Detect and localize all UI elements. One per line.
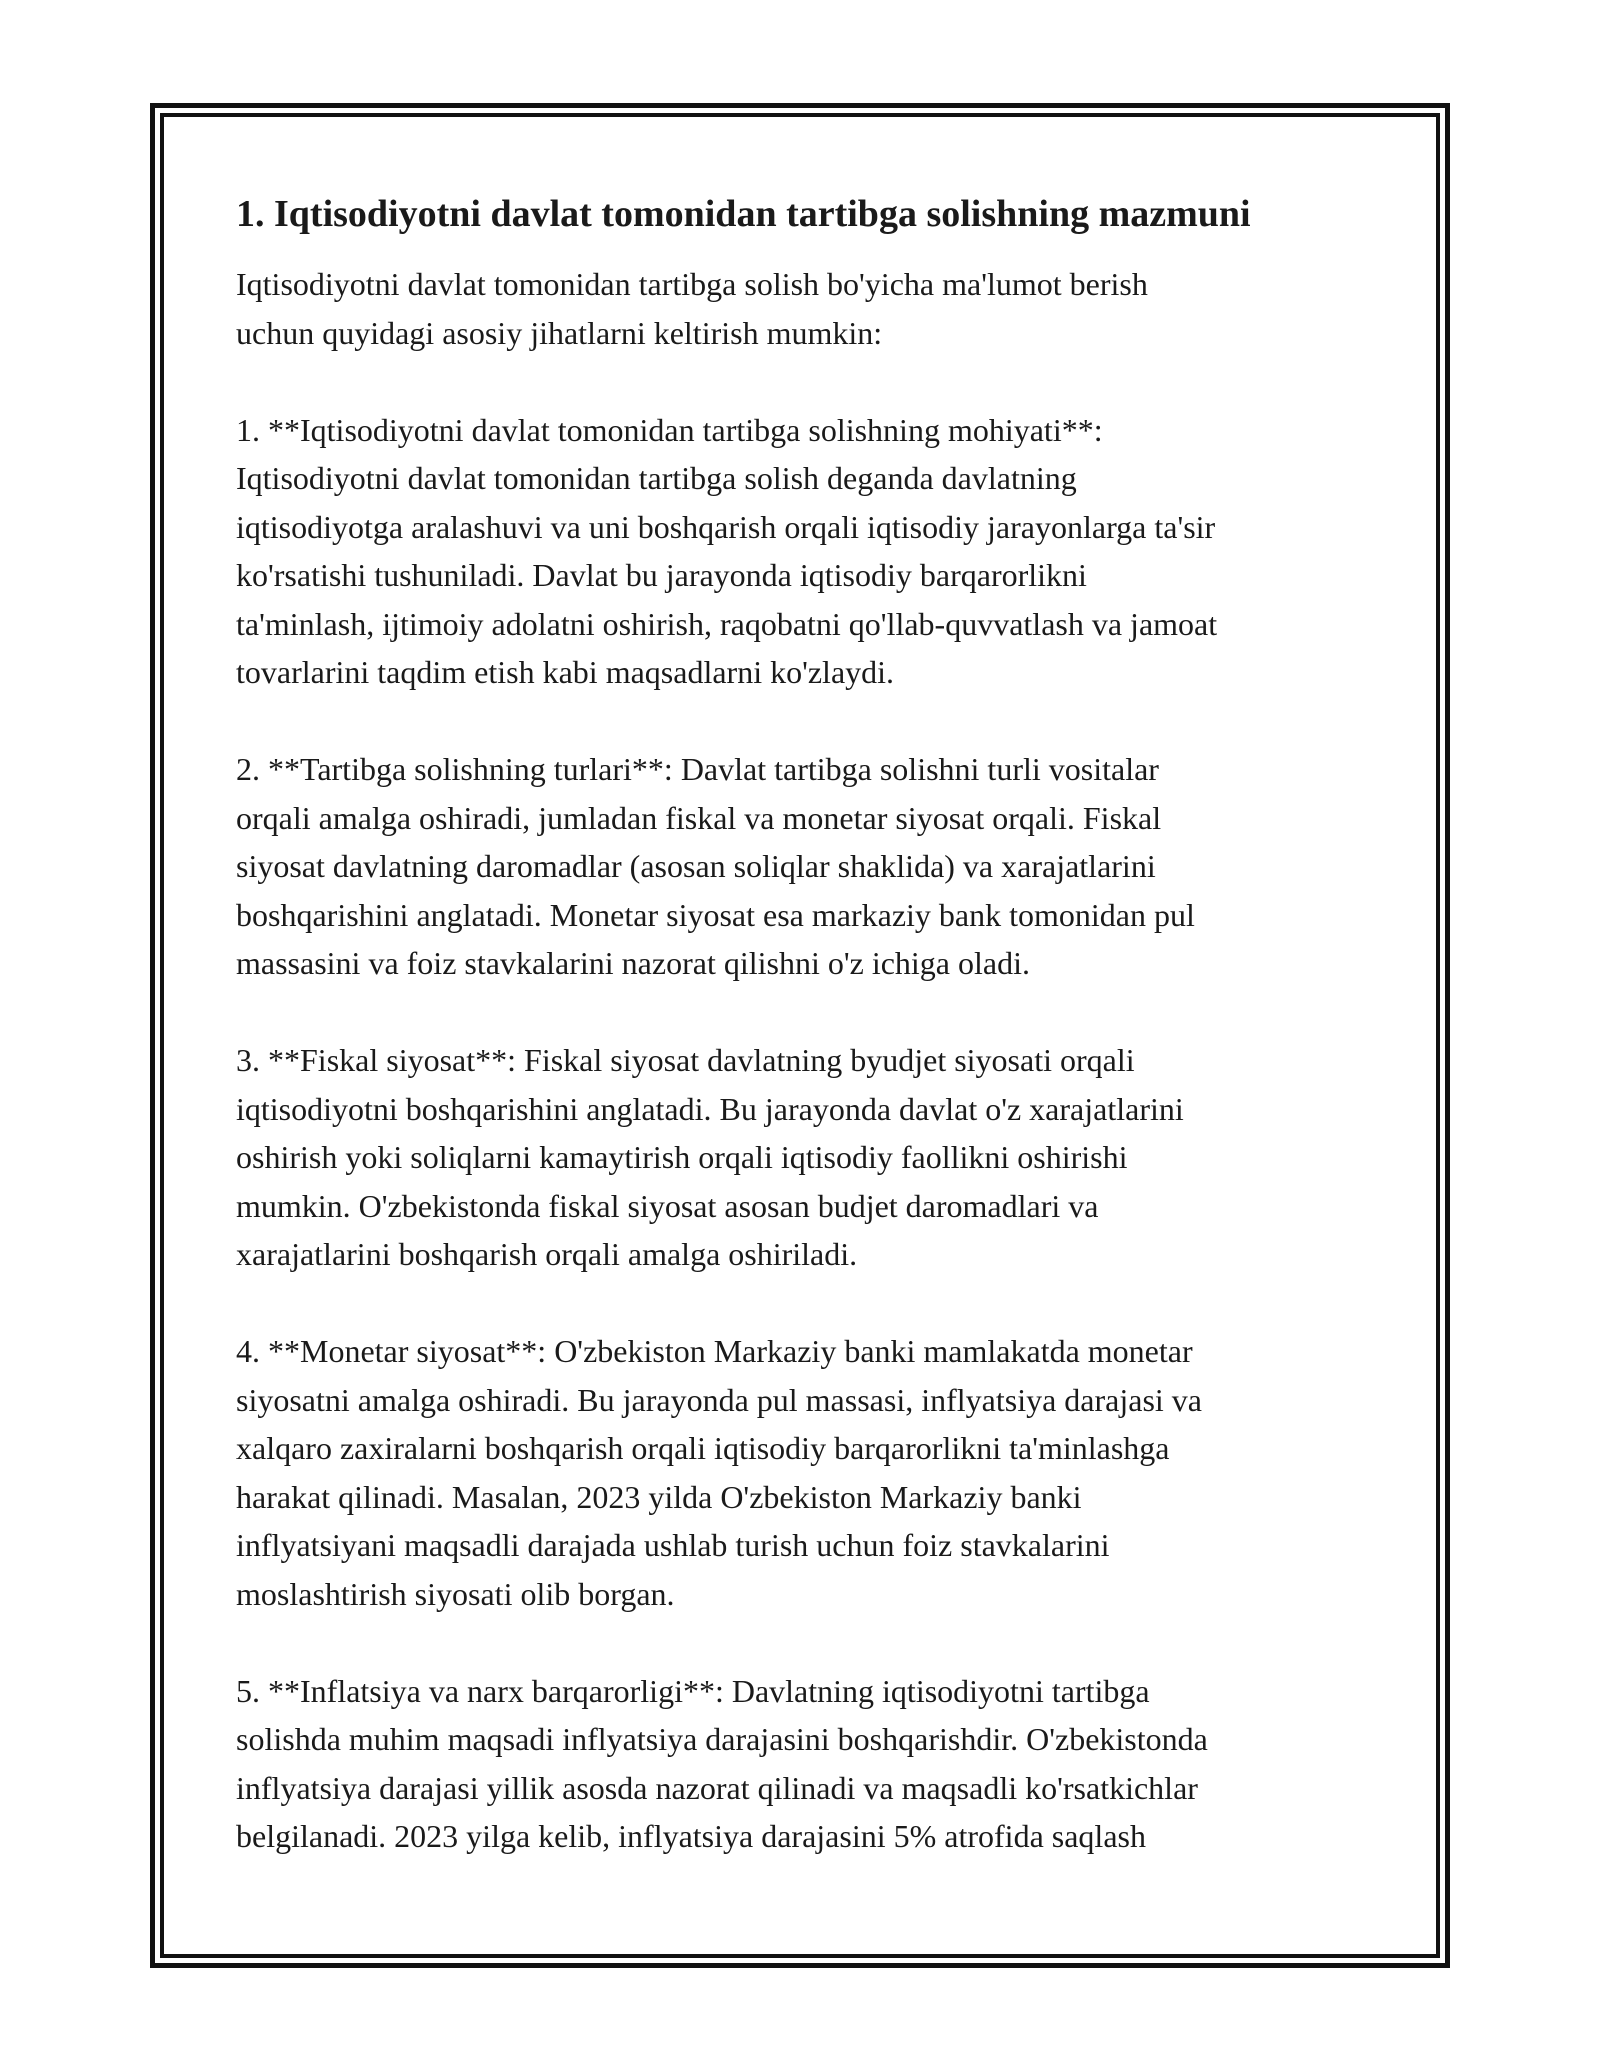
text-line: mumkin. O'zbekistonda fiskal siyosat asosan budjet daromadlari va (236, 1187, 1099, 1224)
text-line: 3. **Fiskal siyosat**: Fiskal siyosat davlatning byudjet siyosati orqali (236, 1042, 1135, 1078)
paragraph-3 (236, 745, 1376, 988)
text-line: solishda muhim maqsadi inflyatsiya darajasini boshqarishdir. O'zbekistonda (236, 1721, 1208, 1757)
text-line: iqtisodiyotga aralashuvi va uni boshqarish orqali iqtisodiy jarayonlarga ta'sir (236, 508, 1216, 545)
text-line: boshqarishini anglatadi. Monetar siyosat esa markaziy bank tomonidan pul (236, 896, 1195, 933)
text-line: 2. **Tartibga solishning turlari**: Davlat tartibga solishni turli vositalar (236, 751, 1159, 787)
text-line: 1. **Iqtisodiyotni davlat tomonidan tartibga solishning mohiyati**: (236, 411, 1103, 448)
text-line: 4. **Monetar siyosat**: O'zbekiston Markaziy banki mamlakatda monetar (236, 1333, 1193, 1369)
text-line: harakat qilinadi. Masalan, 2023 yilda O'zbekiston Markaziy banki (236, 1478, 1082, 1515)
text-line: iqtisodiyotni boshqarishini anglatadi. Bu jarayonda davlat o'z xarajatlarini (236, 1090, 1184, 1127)
text-line: tovarlarini taqdim etish kabi maqsadlarni ko'zlaydi. (236, 654, 895, 690)
text-line: inflyatsiyani maqsadli darajada ushlab turish uchun foiz stavkalarini (236, 1527, 1110, 1563)
paragraph-4 (236, 1036, 1376, 1279)
text-line: siyosat davlatning daromadlar (asosan soliqlar shaklida) va xarajatlarini (236, 848, 1156, 884)
text-line: inflyatsiya darajasi yillik asosda nazorat qilinadi va maqsadli ko'rsatkichlar (236, 1769, 1198, 1806)
text-line: uchun quyidagi asosiy jihatlarni keltirish mumkin: (236, 314, 883, 351)
document-body (236, 188, 1376, 1909)
text-line: xalqaro zaxiralarni boshqarish orqali iqtisodiy barqarorlikni ta'minlashga (236, 1430, 1170, 1466)
text-line: siyosatni amalga oshiradi. Bu jarayonda pul massasi, inflyatsiya darajasi va (236, 1381, 1202, 1418)
paragraph-2 (236, 406, 1376, 697)
text-line: ta'minlash, ijtimoiy adolatni oshirish, raqobatni qo'llab-quvvatlash va jamoat (236, 605, 1218, 642)
text-line: Iqtisodiyotni davlat tomonidan tartibga solish bo'yicha ma'lumot berish (236, 266, 1148, 302)
text-line: ko'rsatishi tushuniladi. Davlat bu jarayonda iqtisodiy barqarorlikni (236, 557, 1087, 593)
text-line: Iqtisodiyotni davlat tomonidan tartibga solish deganda davlatning (236, 460, 1077, 496)
text-line: oshirish yoki soliqlarni kamaytirish orqali iqtisodiy faollikni oshirishi (236, 1139, 1128, 1175)
text-line: massasini va foiz stavkalarini nazorat qilishni o'z ichiga oladi. (236, 945, 1030, 981)
paragraph-5 (236, 1327, 1376, 1618)
paragraph-6 (236, 1667, 1376, 1861)
paragraph-list (236, 260, 1376, 1861)
section-title: 1. Iqtisodiyotni davlat tomonidan tartibga solishning mazmuni (236, 193, 1251, 235)
text-line: moslashtirish siyosati olib borgan. (236, 1575, 675, 1612)
text-line: belgilanadi. 2023 yilga kelib, inflyatsiya darajasini 5% atrofida saqlash (236, 1818, 1146, 1854)
text-line: xarajatlarini boshqarish orqali amalga oshiriladi. (236, 1236, 858, 1272)
text-line: orqali amalga oshiradi, jumladan fiskal va monetar siyosat orqali. Fiskal (236, 799, 1162, 836)
paragraph-1 (236, 260, 1376, 357)
text-line: 5. **Inflatsiya va narx barqarorligi**: Davlatning iqtisodiyotni tartibga (236, 1672, 1150, 1709)
